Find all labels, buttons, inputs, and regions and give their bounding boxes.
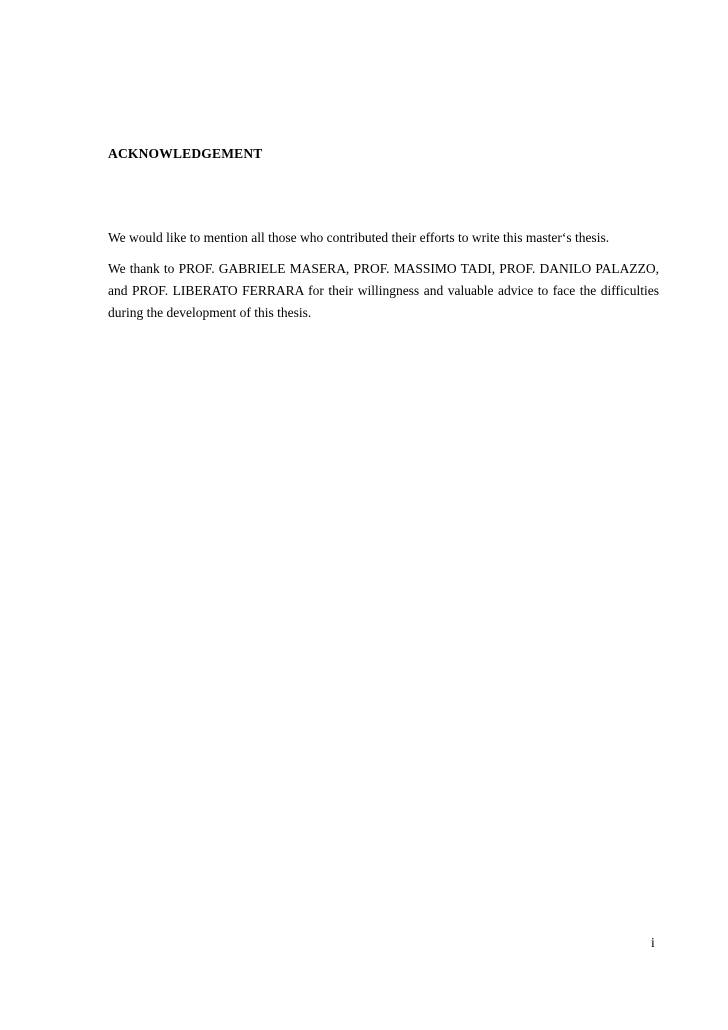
page-title: ACKNOWLEDGEMENT — [108, 146, 263, 161]
page-number: i — [651, 935, 655, 950]
paragraph-thanks: We thank to PROF. GABRIELE MASERA, PROF. MASSIMO TADI, PROF. DANILO PALAZZO, and PROF. LIBERATO FERRARA for their willingness and valuable advice to face the difficulties during the development of this thesis. — [108, 261, 659, 320]
paragraph-intro: We would like to mention all those who contributed their efforts to write this master‘s thesis. — [108, 230, 610, 245]
